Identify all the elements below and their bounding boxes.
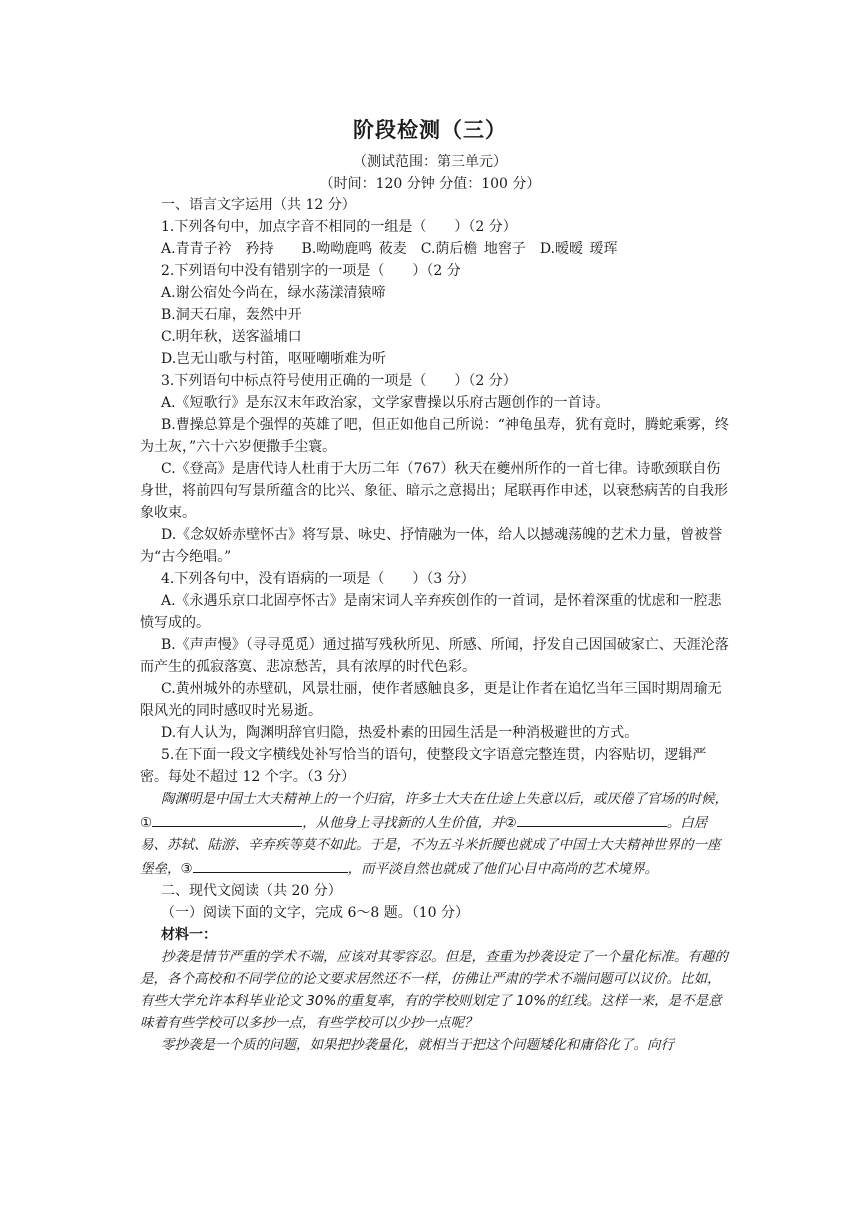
material-one-label: 材料一： [161,927,217,943]
answer-blank-3[interactable] [193,856,348,873]
q2-option-c: C.明年秋，送客溢埔口 [161,329,302,345]
section1-heading: 一、语言文字运用（共 12 分） [161,197,356,213]
answer-blank-2[interactable] [517,810,667,827]
q1-stem: 1.下列各句中，加点字音不相同的一组是（ ）（2 分） [161,219,517,235]
q2-option-b: B.洞天石扉，轰然中开 [161,307,302,323]
q4-stem: 4.下列各句中，没有语病的一项是（ ）（3 分） [161,571,475,587]
q5-text-4: ，而平淡自然也就成了他们心目中高尚的艺术境界。 [347,861,659,877]
q5-text-1: 陶渊明是中国士大夫精神上的一个归宿，许多士大夫在仕途上失意以后，或厌倦了官场的时候，① [140,791,728,831]
q2-stem: 2.下列语句中没有错别字的一项是（ ）（2 分 [161,263,461,279]
material-one-paragraph-2: 零抄袭是一个质的问题，如果把抄袭量化，就相当于把这个问题矮化和庸俗化了。向行 [161,1037,674,1053]
material-one-paragraph-1: 抄袭是情节严重的学术不端，应该对其零容忍。但是，查重为抄袭设定了一个量化标准。有趣的是，各个高校和不同学位的论文要求居然还不一样，仿佛让严肃的学术不端问题可以议价。比如，有些大学允许本科毕业论文 30%的重复率，有的学校则划定了 10%的红线。这样一来，是不是意味着有些学校可以多抄一点，有些学校可以少抄一点呢？ [140,949,728,1031]
test-scope: （测试范围：第三单元） [353,154,507,170]
q3-option-a: A.《短歌行》是东汉末年政治家，文学家曹操以乐府古题创作的一首诗。 [161,395,610,411]
q5-text-3: 。白居易、苏轼、陆游、辛弃疾等莫不如此。于是，不为五斗米折腰也就成了中国士大夫精神世界的一座堡垒，③ [140,815,721,877]
q4-option-d: D.有人认为，陶渊明辞官归隐，热爱朴素的田园生活是一种消极避世的方式。 [161,725,639,741]
q4-option-b: B.《声声慢》（寻寻觅觅）通过描写残秋所见、所感、所闻，抒发自己因国破家亡、天涯沦落而产生的孤寂落寞、悲凉愁苦，具有浓厚的时代色彩。 [140,637,729,675]
q2-option-d: D.岂无山歌与村笛，呕哑嘲哳难为听 [161,351,387,367]
page-title: 阶段检测（三） [353,117,507,142]
q3-option-d: D.《念奴娇赤壁怀古》将写景、咏史、抒情融为一体，给人以撼魂荡魄的艺术力量，曾被誉为“古今绝唱。” [140,527,723,565]
section2-heading: 二、现代文阅读（共 20 分） [161,883,342,899]
q4-option-a: A.《永遇乐京口北固亭怀古》是南宋词人辛弃疾创作的一首词，是怀着深重的忧虑和一腔悲愤写成的。 [140,593,722,631]
exam-body [140,194,730,1056]
q3-option-c: C.《登高》是唐代诗人杜甫于大历二年（767）秋天在夔州所作的一首七律。诗歌颈联自伤身世，将前四句写景所蕴含的比兴、象征、暗示之意揭出；尾联再作申述，以衰愁病苦的自我形象收束。 [140,461,728,521]
q4-option-c: C.黄州城外的赤壁矶，风景壮丽，使作者感触良多，更是让作者在追忆当年三国时期周瑜无限风光的同时感叹时光易逝。 [140,681,722,719]
q2-option-a: A.谢公宿处今尚在，绿水荡漾清猿啼 [161,285,386,301]
q3-stem: 3.下列语句中标点符号使用正确的一项是（ ）（2 分） [161,373,517,389]
q3-option-b: B.曹操总算是个强悍的英雄了吧，但正如他自己所说：“神龟虽寿，犹有竟时，腾蛇乘雾，终为土灰，”六十六岁便撒手尘寰。 [140,417,729,455]
q1-options: A.青青子衿 矜持 B.呦呦鹿鸣 莜麦 C.荫后檐 地窖子 D.暧暧 瑷珲 [161,241,618,257]
time-and-score: （时间：120 分钟 分值：100 分） [319,176,541,192]
answer-blank-1[interactable] [152,810,302,827]
reading-part1-instruction: （一）阅读下面的文字，完成 6～8 题。（10 分） [161,905,469,921]
q5-stem: 5.在下面一段文字横线处补写恰当的语句，使整段文字语意完整连贯，内容贴切，逻辑严密。每处不超过 12 个字。（3 分） [140,747,707,785]
q5-text-2: ，从他身上寻找新的人生价值，并② [302,815,517,831]
q5-passage [140,788,730,880]
